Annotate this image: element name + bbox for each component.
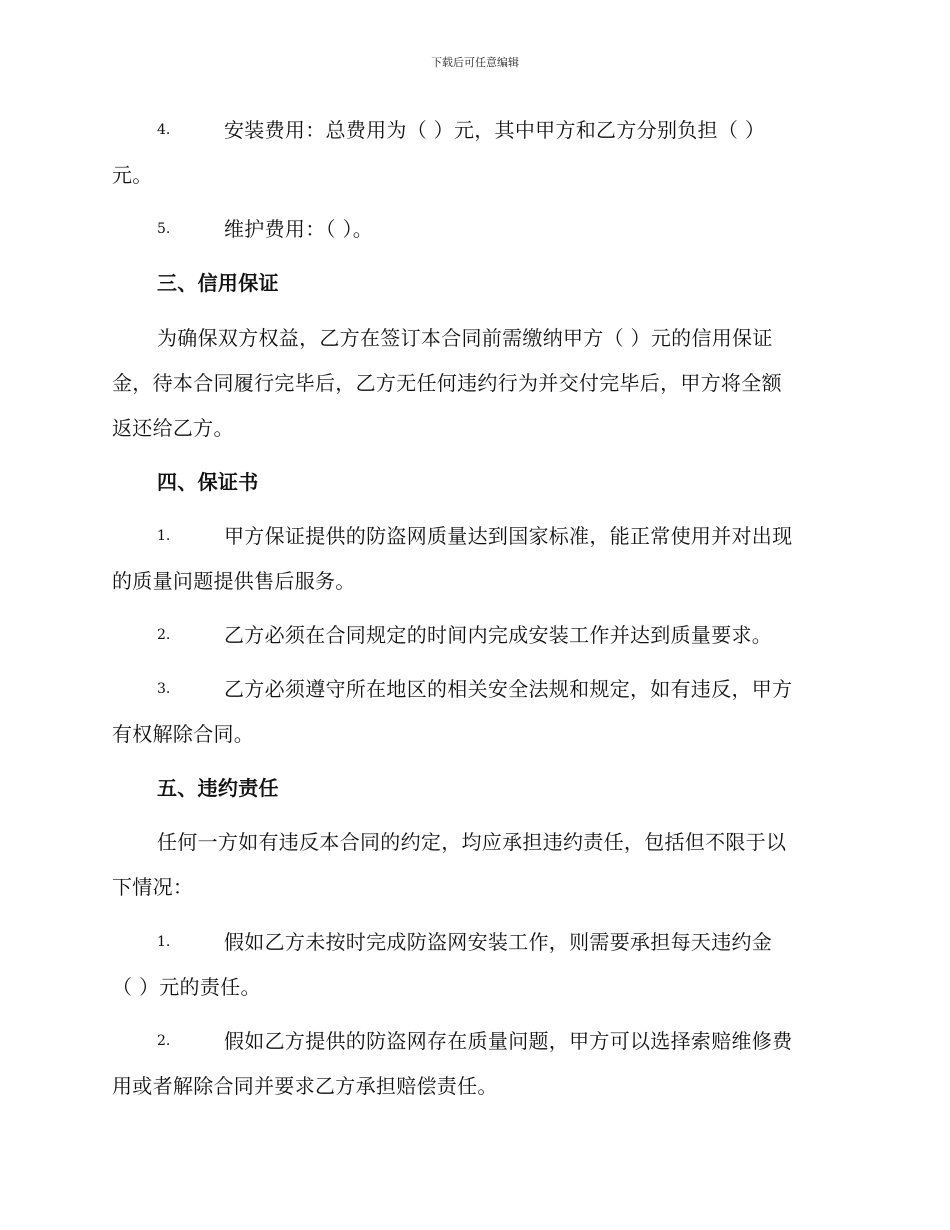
paragraph-line: 下情况： (112, 875, 194, 899)
list-item-number: 2. (157, 627, 171, 643)
paragraph-line: 金，待本合同履行完毕后，乙方无任何违约行为并交付完毕后，甲方将全额 (112, 371, 782, 395)
list-item-text-continuation: 的质量问题提供售后服务。 (112, 569, 356, 593)
list-item-number: 2. (157, 1033, 171, 1049)
list-item-text: 乙方必须遵守所在地区的相关安全法规和规定，如有违反，甲方 (224, 677, 793, 701)
list-item-text: 假如乙方提供的防盗网存在质量问题，甲方可以选择索赔维修费 (224, 1029, 793, 1053)
list-item-text: 假如乙方未按时完成防盗网安装工作，则需要承担每天违约金 (224, 930, 773, 954)
paragraph-line: 返还给乙方。 (112, 416, 234, 440)
list-item-number: 1. (157, 934, 171, 950)
paragraph-line: 为确保双方权益，乙方在签订本合同前需缴纳甲方（ ）元的信用保证 (157, 326, 773, 350)
list-item-number: 3. (157, 681, 171, 697)
list-item-number: 5. (157, 221, 171, 237)
paragraph-line: 任何一方如有违反本合同的约定，均应承担违约责任，包括但不限于以 (157, 830, 787, 854)
list-item-number: 1. (157, 528, 171, 544)
list-item-text: 甲方保证提供的防盗网质量达到国家标准，能正常使用并对出现 (224, 524, 793, 548)
section-heading: 五、违约责任 (157, 776, 279, 800)
page-header: 下载后可任意编辑 (431, 56, 519, 69)
section-heading: 四、保证书 (157, 470, 259, 494)
section-heading: 三、信用保证 (157, 271, 279, 295)
list-item-number: 4. (157, 122, 171, 138)
list-item-text: 乙方必须在合同规定的时间内完成安装工作并达到质量要求。 (224, 623, 773, 647)
list-item-text: 维护费用：（ ）。 (224, 217, 374, 241)
list-item-text-continuation: （ ）元的责任。 (112, 975, 261, 999)
list-item-text-continuation: 用或者解除合同并要求乙方承担赔偿责任。 (112, 1074, 498, 1098)
list-item-text-continuation: 有权解除合同。 (112, 722, 255, 746)
list-item-text: 安装费用：总费用为（ ）元，其中甲方和乙方分别负担（ ） (224, 118, 766, 142)
list-item-text-continuation: 元。 (112, 163, 153, 187)
